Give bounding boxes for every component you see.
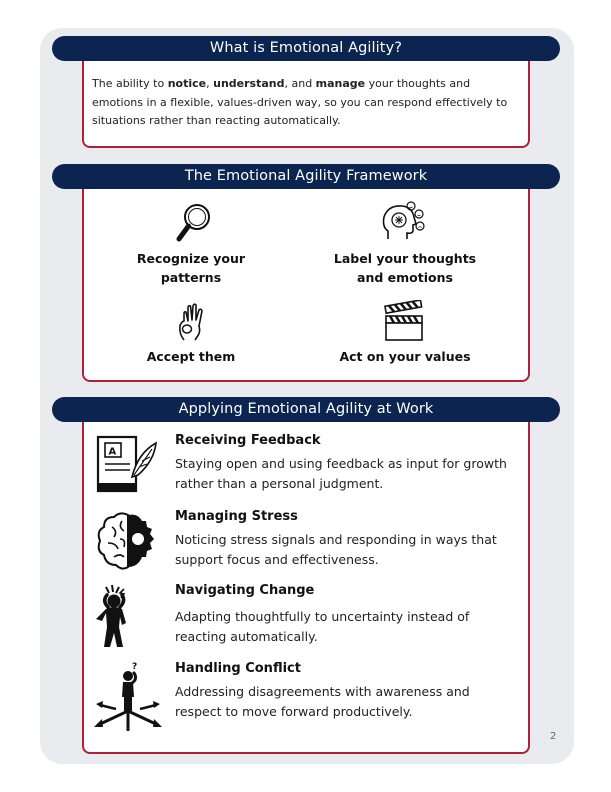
- item-title: Receiving Feedback: [175, 433, 321, 448]
- item-title: Handling Conflict: [175, 661, 301, 676]
- clapperboard-icon: [383, 300, 425, 342]
- list-item-receiving-feedback: [92, 433, 522, 499]
- graded-paper-icon: [92, 433, 164, 499]
- item-description: Addressing disagreements with awareness and respect to move forward productively.: [175, 684, 470, 719]
- list-item-handling-conflict: [92, 661, 522, 741]
- notice-term: notice: [167, 77, 207, 90]
- stressed-person-icon: [92, 583, 164, 649]
- item-description: Adapting thoughtfully to uncertainty instead of reacting automatically.: [175, 609, 470, 644]
- item-description: Noticing stress signals and responding in ways that support focus and effectiveness.: [175, 532, 497, 567]
- section-banner-framework: The Emotional Agility Framework: [52, 164, 560, 189]
- list-item-navigating-change: [92, 583, 522, 653]
- understand-term: understand: [213, 77, 285, 90]
- magnifying-glass-icon: [174, 201, 214, 245]
- svg-text:A: A: [108, 446, 117, 458]
- ok-hand-icon: [175, 302, 209, 342]
- framework-item-accept: Accept them: [146, 349, 236, 364]
- definition-text: The ability to notice, understand, and manage your thoughts and emotions in a flexible, values-driven way, so you can respond effectively to situations rather than reacting automatically.: [92, 77, 508, 127]
- item-title: Managing Stress: [175, 509, 298, 524]
- section-banner-applying: Applying Emotional Agility at Work: [52, 397, 560, 422]
- item-description: Staying open and using feedback as input for growth rather than a personal judgment.: [175, 456, 507, 491]
- framework-item-act: Act on your values: [339, 349, 471, 364]
- page-number: 2: [550, 731, 557, 742]
- framework-item-label: Label your thoughts and emotions: [333, 251, 477, 285]
- item-title: Navigating Change: [175, 583, 315, 598]
- manage-term: manage: [315, 77, 366, 90]
- framework-item-recognize: Recognize your patterns: [136, 251, 246, 285]
- section-banner-definition: What is Emotional Agility?: [52, 36, 560, 61]
- head-emotions-icon: [380, 199, 428, 245]
- crossroads-person-icon: [92, 661, 164, 733]
- brain-gear-icon: [92, 509, 164, 575]
- list-item-managing-stress: [92, 509, 522, 575]
- svg-text:?: ?: [132, 662, 138, 672]
